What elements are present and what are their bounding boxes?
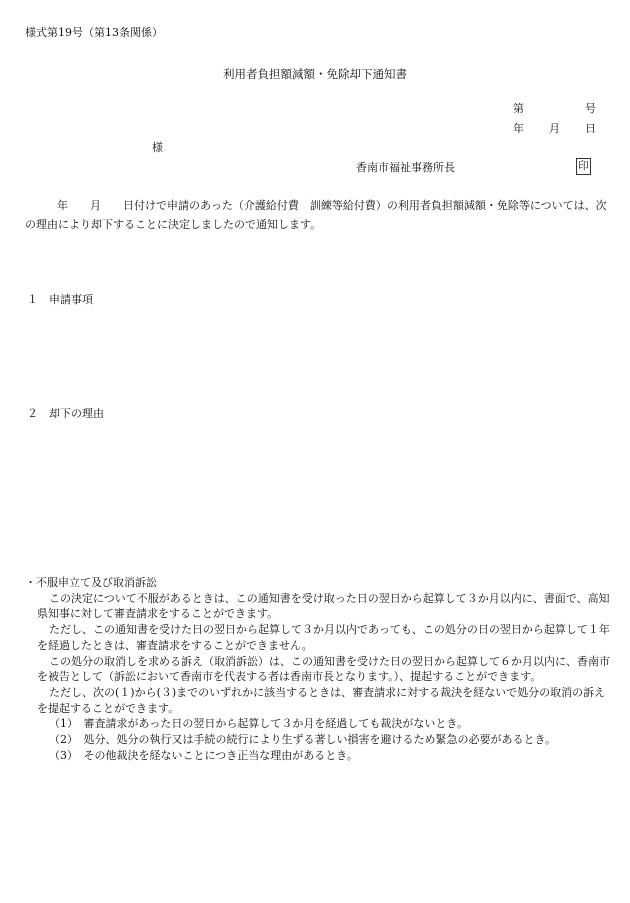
- issuer-name: 香南市福祉事務所長: [356, 161, 455, 174]
- appeal-heading: ・不服申立て及び取消訴訟: [25, 576, 157, 589]
- document-number-prefix: 第: [513, 102, 524, 115]
- date-day-label: 日: [585, 122, 596, 135]
- section-application-heading: １ 申請事項: [27, 293, 93, 306]
- form-number: 様式第19号（第13条関係）: [25, 26, 163, 39]
- appeal-paragraph-4: ただし、次の(１)から(３)までのいずれかに該当するときは、審査請求に対する裁決を経ないで処分の取消の訴えを提起することができます。: [37, 685, 606, 715]
- appeal-paragraph-3: この処分の取消しを求める訴え（取消訴訟）は、この通知書を受けた日の翌日から起算して６か月以内に、香南市を被告として（訴訟において香南市を代表する者は香南市長となります。）、提起することができます。: [37, 654, 610, 684]
- appeal-item-2: （2） 処分、処分の執行又は手続の続行により生ずる著しい損害を避けるため緊急の必要があるとき。: [49, 733, 557, 747]
- document-number-suffix: 号: [585, 102, 596, 115]
- section-reason-heading: ２ 却下の理由: [27, 407, 104, 420]
- appeal-item-3: （3） その他裁決を経ないことにつき正当な理由があるとき。: [49, 748, 358, 762]
- appeal-item-1: （1） 審査請求があった日の翌日から起算して３か月を経過しても裁決がないとき。: [49, 717, 468, 731]
- appeal-paragraph-1: この決定について不服があるときは、この通知書を受け取った日の翌日から起算して３か月以内に、書面で、高知県知事に対して審査請求をすることができます。: [37, 591, 610, 621]
- seal-stamp-box: 印: [576, 158, 591, 175]
- date-month-label: 月: [549, 122, 560, 135]
- document-title: 利用者負担額減額・免除却下通知書: [223, 67, 407, 81]
- appeal-paragraph-2: ただし、この通知書を受けた日の翌日から起算して３か月以内であっても、この処分の日の翌日から起算して１年を経過したときは、審査請求をすることができません。: [37, 623, 610, 652]
- addressee-honorific: 様: [152, 141, 163, 154]
- notice-body-paragraph: 年 月 日付けで申請のあった（介護給付費 訓練等給付費）の利用者負担額減額・免除等については、次の理由により却下することに決定しましたので通知します。: [25, 199, 607, 231]
- date-year-label: 年: [513, 122, 524, 135]
- appeal-notice: [25, 575, 615, 763]
